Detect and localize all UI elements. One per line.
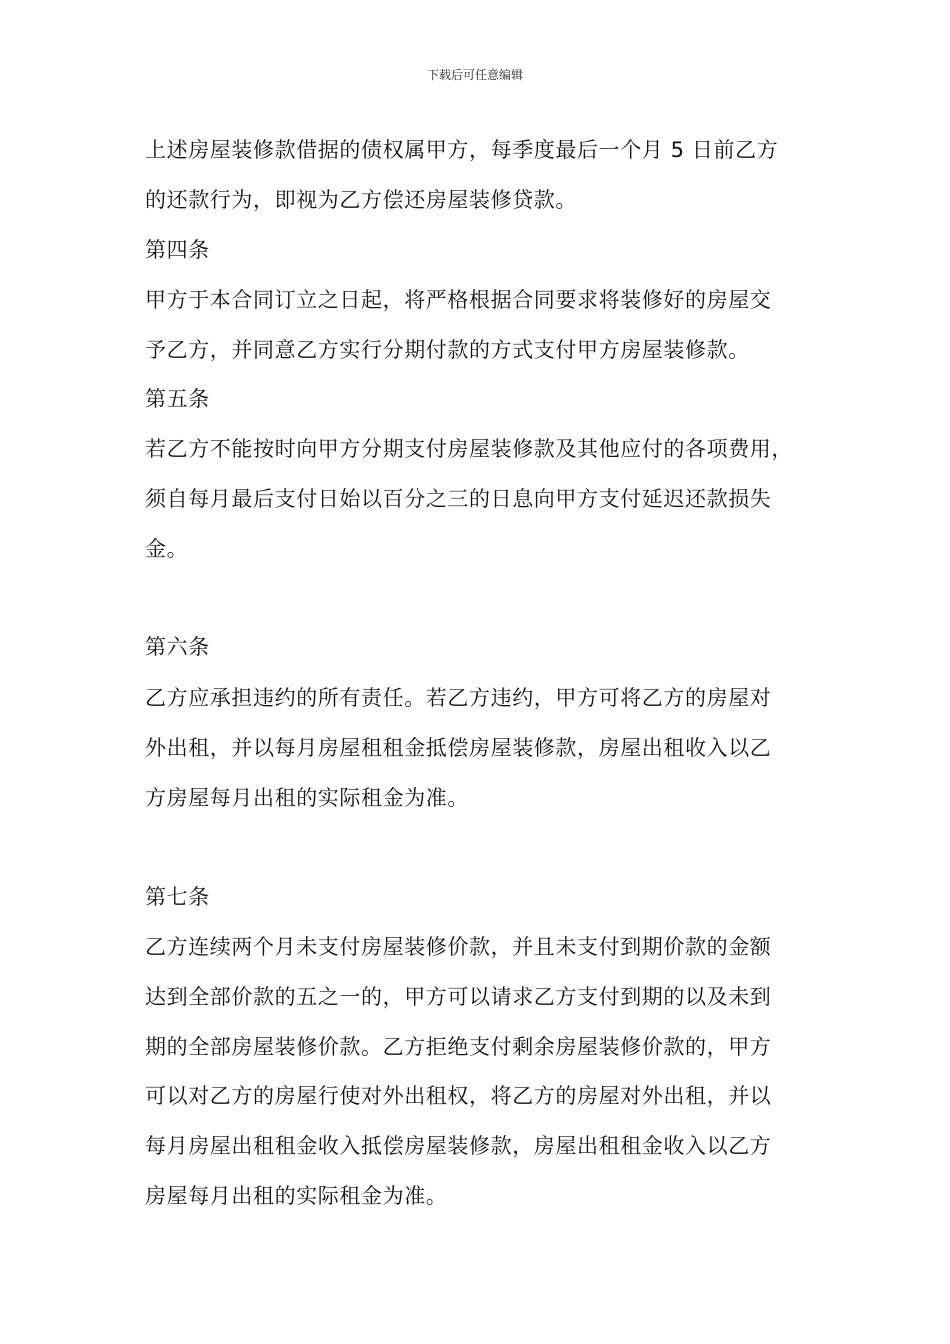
article-heading-6: 第六条 (145, 635, 210, 659)
paragraph-line: 须自每月最后支付日始以百分之三的日息向甲方支付延迟还款损失 (145, 487, 772, 511)
article-heading-4: 第四条 (145, 238, 210, 262)
paragraph-line: 的还款行为，即视为乙方偿还房屋装修贷款。 (145, 188, 577, 212)
paragraph-line: 甲方于本合同订立之日起，将严格根据合同要求将装修好的房屋交 (145, 288, 772, 312)
paragraph-line: 若乙方不能按时向甲方分期支付房屋装修款及其他应付的各项费用， (145, 437, 793, 461)
paragraph-line: 可以对乙方的房屋行使对外出租权，将乙方的房屋对外出租，并以 (145, 1084, 772, 1108)
paragraph-line: 房屋每月出租的实际租金为准。 (145, 1184, 448, 1208)
paragraph-line: 每月房屋出租租金收入抵偿房屋装修款，房屋出租租金收入以乙方 (145, 1134, 772, 1158)
paragraph-line: 乙方连续两个月未支付房屋装修价款，并且未支付到期价款的金额 (145, 935, 772, 959)
article-heading-5: 第五条 (145, 387, 210, 411)
paragraph-line: 达到全部价款的五之一的，甲方可以请求乙方支付到期的以及未到 (145, 985, 772, 1009)
paragraph-line: 乙方应承担违约的所有责任。若乙方违约，甲方可将乙方的房屋对 (145, 686, 772, 710)
paragraph-line: 上述房屋装修款借据的债权属甲方，每季度最后一个月 5 日前乙方 (145, 138, 779, 162)
paragraph-line: 期的全部房屋装修价款。乙方拒绝支付剩余房屋装修价款的，甲方 (145, 1035, 772, 1059)
paragraph-line: 予乙方，并同意乙方实行分期付款的方式支付甲方房屋装修款。 (145, 338, 750, 362)
header-note: 下载后可任意编辑 (426, 68, 523, 82)
paragraph-line: 方房屋每月出租的实际租金为准。 (145, 786, 469, 810)
article-heading-7: 第七条 (145, 885, 210, 909)
paragraph-line: 外出租，并以每月房屋租租金抵偿房屋装修款，房屋出租收入以乙 (145, 736, 772, 760)
paragraph-line: 金。 (145, 537, 189, 561)
